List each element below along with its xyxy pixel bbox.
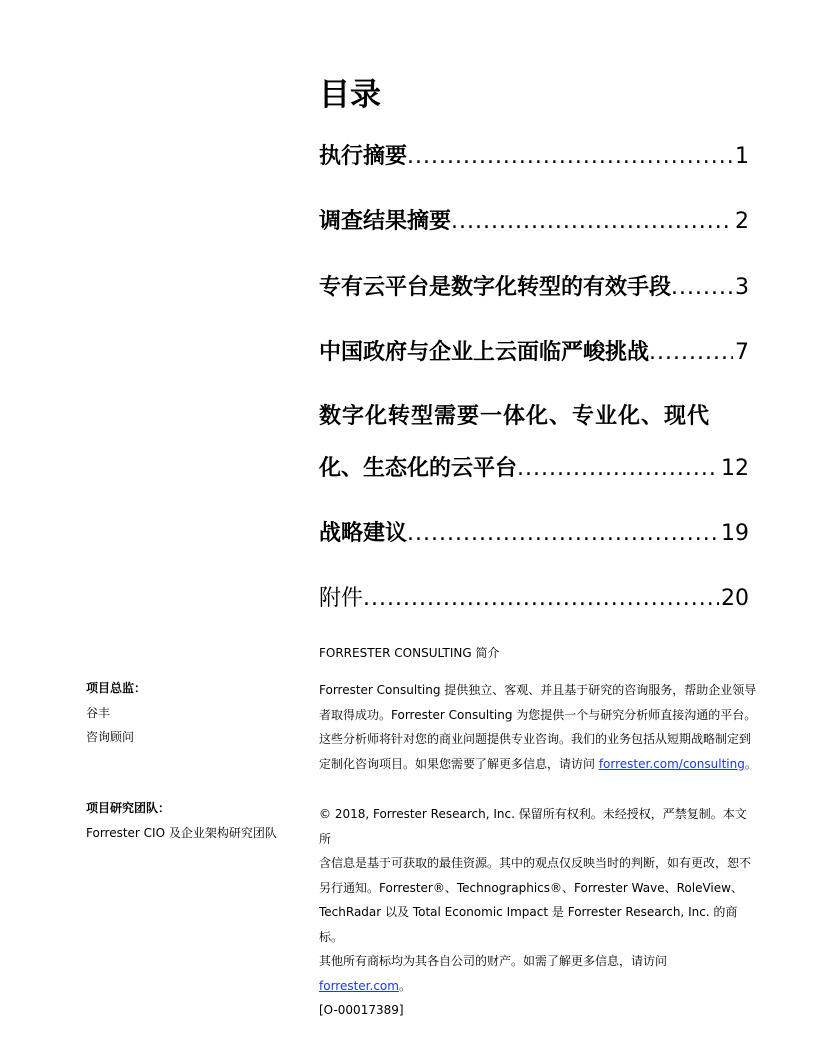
toc-entry-title: 附件 (319, 586, 364, 611)
toc-entry-title: 执行摘要 (319, 144, 408, 169)
about-heading: FORRESTER CONSULTING 简介 (319, 646, 500, 660)
copyright-line: 含信息是基于可获取的最佳资源。其中的观点仅反映当时的判断，如有更改，恕不 (319, 856, 752, 870)
toc-dot-leader (451, 207, 733, 237)
about-line-end: 。 (744, 756, 757, 771)
toc-dot-leader (407, 142, 733, 172)
toc-page-number: 12 (721, 456, 749, 481)
copyright-line (319, 949, 757, 998)
toc-entry-private-cloud[interactable] (319, 273, 749, 303)
toc-page-number: 2 (735, 209, 749, 234)
about-paragraph (319, 678, 757, 776)
research-team-name: Forrester CIO 及企业架构研究团队 (86, 825, 277, 840)
toc-entry-title: 调查结果摘要 (319, 209, 452, 234)
about-line: Forrester Consulting 提供独立、客观、并且基于研究的咨询服务，帮助企业领导 (319, 683, 757, 697)
forrester-link[interactable]: forrester.com (319, 978, 399, 993)
toc-dot-leader (671, 273, 733, 303)
project-director-role: 咨询顾问 (86, 730, 135, 744)
toc-entry-challenges[interactable] (319, 338, 749, 368)
project-director-block (86, 676, 296, 750)
project-director-label: 项目总监： (86, 681, 147, 695)
toc-entry-title: 战略建议 (319, 521, 408, 546)
about-line: 者取得成功。Forrester Consulting 为您提供一个与研究分析师直接沟通的平台。 (319, 707, 757, 722)
toc-page-number: 19 (721, 521, 749, 546)
toc-dot-leader (363, 584, 719, 614)
toc-page-number: 7 (735, 340, 749, 365)
toc-entry-executive-summary[interactable] (319, 142, 749, 172)
about-line (319, 752, 757, 777)
research-team-block (86, 796, 296, 845)
research-team-label: 项目研究团队： (86, 801, 171, 815)
project-director-name: 谷丰 (86, 705, 111, 720)
toc-entry-appendix[interactable] (319, 584, 749, 614)
page-title: 目录 (319, 77, 381, 113)
toc-page-number: 3 (735, 275, 749, 300)
toc-entry-findings-summary[interactable] (319, 207, 749, 237)
toc-entry-title-line1: 数字化转型需要一体化、专业化、现代 (319, 404, 711, 429)
copyright-line: 另行通知。Forrester®、Technographics®、Forrester Wave、RoleView、 (319, 880, 743, 895)
toc-dot-leader (517, 454, 719, 484)
copyright-line: TechRadar 以及 Total Economic Impact 是 Forrester Research, Inc. 的商标。 (319, 905, 738, 944)
toc-entry-title: 专有云平台是数字化转型的有效手段 (319, 275, 672, 300)
copyright-line: © 2018, Forrester Research, Inc. 保留所有权利。未经授权，严禁复制。本文所 (319, 807, 747, 846)
copyright-line-text: 其他所有商标均为其各自公司的财产。如需了解更多信息，请访问 (319, 954, 668, 968)
toc-entry-title-line2: 化、生态化的云平台 (319, 456, 518, 481)
toc-dot-leader (407, 519, 719, 549)
toc-entry-recommendations[interactable] (319, 519, 749, 549)
about-line-text: 定制化咨询项目。如果您需要了解更多信息，请访问 (319, 756, 599, 771)
consulting-link[interactable]: forrester.com/consulting (598, 756, 745, 771)
toc-page-number: 1 (735, 144, 749, 169)
toc-page-number: 20 (721, 586, 749, 611)
toc-entry-title: 中国政府与企业上云面临严峻挑战 (319, 340, 650, 365)
document-id: [O-00017389] (319, 1003, 404, 1017)
about-line: 这些分析师将针对您的商业问题提供专业咨询。我们的业务包括从短期战略制定到 (319, 732, 752, 746)
copyright-line-end: 。 (398, 978, 411, 993)
toc-entry-digital-transformation[interactable] (319, 402, 749, 484)
copyright-paragraph (319, 802, 757, 1023)
toc-dot-leader (649, 338, 733, 368)
